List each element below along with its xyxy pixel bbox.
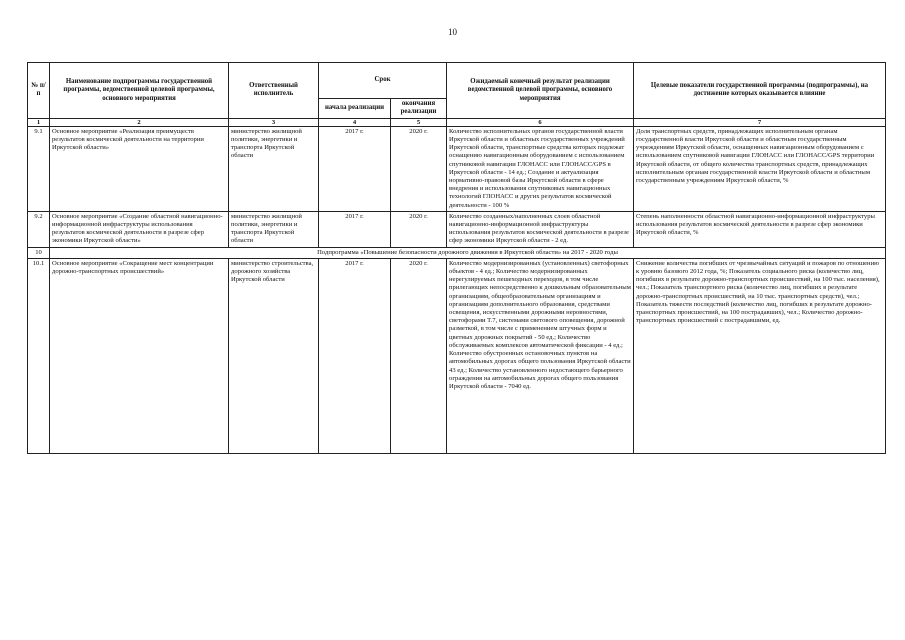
row-start: 2017 г. xyxy=(319,258,391,453)
column-number: 3 xyxy=(229,118,319,126)
table-row xyxy=(28,126,886,211)
column-number-row xyxy=(28,118,886,126)
section-row xyxy=(28,247,886,258)
row-indicators: Доля транспортных средств, принадлежащих исполнительным органам государственной власти Иркутской области и областным государственным учреждениям Иркутской области, оснащенных навигационным оборудованием с использованием спутниковой навигации ГЛОНАСС или ГЛОНАСС/GPS территории Иркутской области, от общего количества транспортных средств, принадлежащих исполнительным органам государственной власти Иркутской области и областным государственным учреждениям Иркутской области, % xyxy=(634,126,886,211)
header-executor: Ответственный исполнитель xyxy=(229,63,319,119)
row-start: 2017 г. xyxy=(319,126,391,211)
row-executor: министерство строительства, дорожного хозяйства Иркутской области xyxy=(229,258,319,453)
row-result: Количество исполнительных органов государственной власти Иркутской области и областных государственных учреждений Иркутской области, транспортные средства которых подлежат оснащению навигационным оборудованием с использованием спутниковой навигации ГЛОНАСС или ГЛОНАСС/GPS в Иркутской области - 14 ед.; Создание и актуализация нормативно-правовой базы Иркутской области в сфере внедрения и использования спутниковых навигационных технологий ГЛОНАСС и других результатов космической деятельности - 100 % xyxy=(447,126,634,211)
header-end: окончания реализации xyxy=(391,99,447,119)
row-result: Количество модернизированных (установленных) светофорных объектов - 4 ед.; Количество модернизированных нерегулируемых пешеходных переходов, в том числе прилегающих непосредственно к дошкольным образовательным организациям, общеобразовательным организациям и организациям дополнительного образования, средствами освещения, искусственными дорожными неровностями, светофорами Т.7, системами светового оповещения, дорожной разметкой, в том числе с применением штучных форм и цветных дорожных покрытий - 50 ед.; Количество обслуживаемых комплексов автоматической фиксации - 4 ед.; Количество обустроенных остановочных пунктов на автомобильных дорогах общего пользования Иркутской области 43 ед.; Количество установленного недостающего барьерного ограждения на автомобильных дорогах общего пользования Иркутской области - 7040 ед. xyxy=(447,258,634,453)
header-indicators: Целевые показатели государственной программы (подпрограммы), на достижение которых оказывается влияние xyxy=(634,63,886,119)
row-number: 10.1 xyxy=(28,258,50,453)
table-row xyxy=(28,258,886,453)
column-number: 4 xyxy=(319,118,391,126)
row-indicators: Снижение количества погибших от чрезвычайных ситуаций и пожаров по отношению к уровню базового 2012 года, %; Показатель социального риска (количество лиц, погибших в результате дорожно-транспортных происшествий, на 100 тыс. населения), чел.; Показатель транспортного риска (количество лиц, погибших в результате дорожно-транспортных происшествий, на 10 тыс. транспортных средств), чел.; Показатель тяжести последствий (количество лиц, погибших в результате дорожно-транспортных происшествий, на 100 пострадавших), чел.; Количество дорожно-транспортных происшествий с пострадавшими, ед. xyxy=(634,258,886,453)
column-number: 7 xyxy=(634,118,886,126)
header-name: Наименование подпрограммы государственной программы, ведомственной целевой программы, основного мероприятия xyxy=(50,63,229,119)
column-number: 6 xyxy=(447,118,634,126)
row-end: 2020 г. xyxy=(391,211,447,247)
row-name: Основное мероприятие «Реализация преимуществ результатов космической деятельности на территории Иркутской области» xyxy=(50,126,229,211)
row-end: 2020 г. xyxy=(391,258,447,453)
row-start: 2017 г. xyxy=(319,211,391,247)
row-executor: министерство жилищной политики, энергетики и транспорта Иркутской области xyxy=(229,126,319,211)
column-number: 1 xyxy=(28,118,50,126)
row-name: Основное мероприятие «Создание областной навигационно-информационной инфраструктуры использования результатов космической деятельности в разрезе сфер экономики Иркутской области» xyxy=(50,211,229,247)
header-term: Срок xyxy=(319,63,447,99)
row-end: 2020 г. xyxy=(391,126,447,211)
header-start: начала реализации xyxy=(319,99,391,119)
table-row xyxy=(28,211,886,247)
row-result: Количество созданных/наполненных слоев областной навигационно-информационной инфраструктуры использования результатов космической деятельности в разрезе сфер экономики Иркутской области - 2 ед. xyxy=(447,211,634,247)
column-number: 2 xyxy=(50,118,229,126)
row-number: 9.2 xyxy=(28,211,50,247)
row-executor: министерство жилищной политики, энергетики и транспорта Иркутской области xyxy=(229,211,319,247)
header-number: № п/п xyxy=(28,63,50,119)
section-title: Подпрограмма «Повышение безопасности дорожного движения в Иркутской области» на 2017 - 2020 годы xyxy=(50,247,886,258)
row-indicators: Степень наполненности областной навигационно-информационной инфраструктуры использования результатов космической деятельности в разрезе сфер экономики Иркутской области, % xyxy=(634,211,886,247)
program-table xyxy=(27,62,886,454)
row-number: 9.1 xyxy=(28,126,50,211)
header-result: Ожидаемый конечный результат реализации ведомственной целевой программы, основного мероприятия xyxy=(447,63,634,119)
section-number: 10 xyxy=(28,247,50,258)
row-name: Основное мероприятие «Сокращение мест концентрации дорожно-транспортных происшествий» xyxy=(50,258,229,453)
page-number: 10 xyxy=(448,27,457,37)
column-number: 5 xyxy=(391,118,447,126)
